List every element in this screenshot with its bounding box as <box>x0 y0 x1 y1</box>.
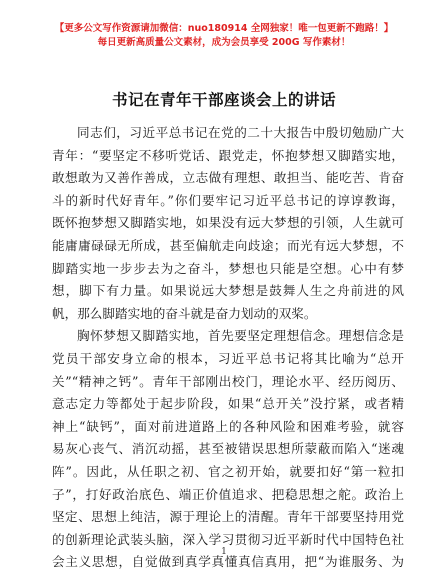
document-title: 书记在青年干部座谈会上的讲话 <box>111 91 336 109</box>
promo-banner <box>0 22 448 50</box>
body-line: 脚踏实地一步步去为之奋斗，梦想也只能是空想。心中有梦 <box>52 260 404 276</box>
body-line: 斗的新时代好青年。”你们要牢记习近平总书记的谆谆教诲， <box>52 192 404 208</box>
body-line: 胸怀梦想又脚踏实地，首先要坚定理想信念。理想信念是 <box>77 328 404 344</box>
promo-banner-line-2: 每日更新高质量公文素材，成为会员享受 200G 写作素材！ <box>97 37 351 48</box>
body-line: 会主义思想，自觉做到真学真懂真信真用，把“为谁服务、为 <box>52 554 404 570</box>
document-body <box>52 122 404 574</box>
body-line: 阵”。因此，从任职之初、官之初开始，就要扣好“第一粒扣 <box>52 463 404 479</box>
body-line: 党员干部安身立命的根本，习近平总书记将其比喻为“总开 <box>52 350 404 366</box>
body-line: 同志们，习近平总书记在党的二十大报告中殷切勉励广大 <box>77 125 404 140</box>
body-line: 子”，打好政治底色、端正价值追求、把稳思想之舵。政治上 <box>52 486 404 502</box>
body-line: 敢想敢为又善作善成，立志做有理想、敢担当、能吃苦、肯奋 <box>52 170 404 186</box>
body-line: 想，脚下有力量。如果说远大梦想是鼓舞人生之舟前进的风 <box>52 283 404 299</box>
body-line: 易灰心丧气、消沉动摇，甚至被错误思想所蒙蔽而陷入“迷魂 <box>52 441 404 457</box>
body-line: 既怀抱梦想又脚踏实地，如果没有远大梦想的引领，人生就可 <box>52 215 404 231</box>
body-line: 能庸庸碌碌无所成，甚至偏航走向歧途；而光有远大梦想，不 <box>52 237 404 253</box>
promo-banner-line-1: 【更多公文写作资源请加微信：nuo180914 全网独家！唯一包更新不跑路！】 <box>54 23 394 34</box>
body-line: 神上“缺钙”，面对前进道路上的各种风险和困难考验，就容 <box>52 418 404 434</box>
body-line: 关”“精神之钙”。青年干部刚出校门，理论水平、经历阅历、 <box>52 373 404 389</box>
body-line: 意志定力等都处于起步阶段，如果“总开关”没拧紧，或者精 <box>52 396 404 412</box>
body-line: 坚定、思想上纯洁，源于理论上的清醒。青年干部要坚持用党 <box>52 509 404 525</box>
body-line: 帆，那么脚踏实地的奋斗就是奋力划动的双桨。 <box>52 305 317 321</box>
body-line: 青年：“要坚定不移听党话、跟党走，怀抱梦想又脚踏实地， <box>52 147 404 163</box>
body-line: 的创新理论武装头脑，深入学习贯彻习近平新时代中国特色社 <box>52 531 404 547</box>
page-number: 1 <box>221 547 227 557</box>
